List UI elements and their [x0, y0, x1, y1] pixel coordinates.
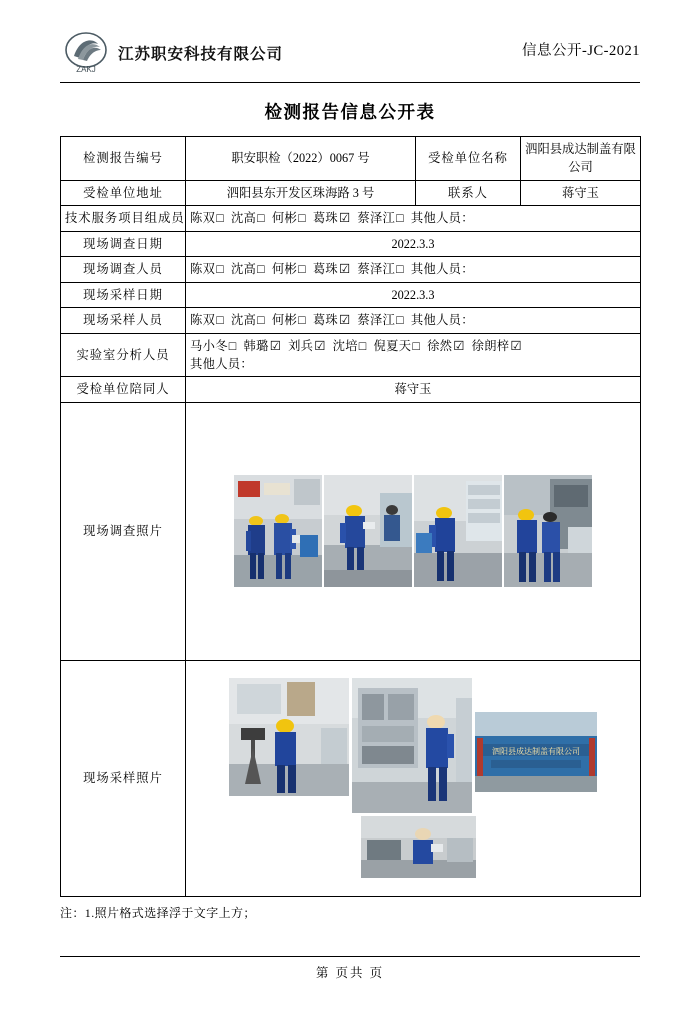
member-checkbox[interactable]: 何彬□ — [271, 313, 306, 328]
table-row — [61, 308, 641, 333]
table-note: 注：1.照片格式选择浮于文字上方； — [60, 905, 256, 920]
report-no-label: 检测报告编号 — [61, 137, 186, 181]
member-checkbox[interactable]: 陈双□ — [190, 313, 224, 328]
sample-photo-4 — [361, 816, 476, 878]
member-checkbox[interactable]: 马小冬□ — [190, 338, 237, 353]
member-checkbox[interactable]: 何彬□ — [271, 211, 306, 226]
unit-address-value: 泗阳县东开发区珠海路 3 号 — [186, 180, 416, 205]
member-checkbox[interactable]: 刘兵☑ — [288, 338, 326, 353]
tech-team-label: 技术服务项目组成员 — [61, 206, 186, 231]
lab-staff-members — [186, 333, 641, 377]
page-title: 检测报告信息公开表 — [264, 102, 436, 122]
unit-address-label: 受检单位地址 — [61, 180, 186, 205]
sample-photo-group — [190, 678, 636, 878]
report-no-value: 职安职检（2022）0067 号 — [186, 137, 416, 181]
survey-photo-1 — [234, 475, 322, 587]
unit-name-label: 受检单位名称 — [416, 137, 521, 181]
table-row — [61, 231, 641, 256]
table-row — [61, 282, 641, 307]
member-checkbox[interactable]: 韩璐☑ — [243, 338, 282, 353]
table-row — [61, 660, 641, 896]
member-checkbox[interactable]: 沈高□ — [230, 313, 265, 328]
svg-text:ZAKJ: ZAKJ — [76, 65, 96, 74]
member-checkbox[interactable]: 徐然☑ — [427, 338, 465, 353]
sample-staff-label: 现场采样人员 — [61, 308, 186, 333]
survey-photo-cell — [186, 402, 641, 660]
table-row — [61, 137, 641, 181]
sample-date-value: 2022.3.3 — [186, 282, 641, 307]
footer-divider — [60, 956, 640, 957]
other-members-label: 其他人员： — [410, 313, 474, 328]
accompany-value: 蒋守玉 — [186, 377, 641, 402]
company-logo-icon — [60, 30, 112, 76]
contact-value: 蒋守玉 — [521, 180, 641, 205]
tech-team-members — [186, 206, 641, 231]
member-checkbox[interactable]: 葛珠☑ — [312, 313, 351, 328]
table-row — [61, 206, 641, 231]
member-checkbox[interactable]: 沈高□ — [230, 211, 265, 226]
other-members-label: 其他人员： — [410, 211, 474, 226]
unit-name-value: 泗阳县成达制盖有限公司 — [521, 137, 641, 181]
svg-text:泗阳县成达制盖有限公司: 泗阳县成达制盖有限公司 — [492, 747, 580, 757]
member-checkbox[interactable]: 蔡泽江□ — [357, 211, 404, 226]
survey-photo-group — [190, 475, 636, 587]
document-footer — [60, 956, 640, 981]
table-row — [61, 333, 641, 377]
member-checkbox[interactable]: 蔡泽江□ — [357, 313, 404, 328]
survey-photo-2 — [324, 475, 412, 587]
member-checkbox[interactable]: 沈培□ — [332, 338, 367, 353]
table-row — [61, 377, 641, 402]
page-number: 第 页共 页 — [315, 966, 385, 980]
survey-staff-members — [186, 257, 641, 282]
member-checkbox[interactable]: 徐朗梓☑ — [471, 338, 522, 353]
sample-photo-3 — [475, 712, 597, 792]
lab-staff-label: 实验室分析人员 — [61, 333, 186, 377]
survey-date-label: 现场调查日期 — [61, 231, 186, 256]
member-checkbox[interactable]: 蔡泽江□ — [357, 262, 404, 277]
table-row — [61, 180, 641, 205]
header-divider — [60, 82, 640, 83]
table-row — [61, 257, 641, 282]
survey-photo-3 — [414, 475, 502, 587]
table-row — [61, 402, 641, 660]
sample-photo-cell — [186, 660, 641, 896]
document-header — [60, 26, 640, 80]
member-checkbox[interactable]: 葛珠☑ — [312, 211, 351, 226]
member-checkbox[interactable]: 倪夏天□ — [373, 338, 421, 353]
sample-photo-1 — [229, 678, 349, 796]
survey-staff-label: 现场调查人员 — [61, 257, 186, 282]
survey-photo-4 — [504, 475, 592, 587]
company-name: 江苏职安科技有限公司 — [118, 46, 284, 63]
sample-photo-label: 现场采样照片 — [61, 660, 186, 896]
accompany-label: 受检单位陪同人 — [61, 377, 186, 402]
survey-photo-label: 现场调查照片 — [61, 402, 186, 660]
other-members-label: 其他人员： — [190, 356, 253, 371]
member-checkbox[interactable]: 陈双□ — [190, 211, 224, 226]
sample-staff-members — [186, 308, 641, 333]
contact-label: 联系人 — [416, 180, 521, 205]
member-checkbox[interactable]: 沈高□ — [230, 262, 265, 277]
member-checkbox[interactable]: 何彬□ — [271, 262, 306, 277]
member-checkbox[interactable]: 葛珠☑ — [312, 262, 351, 277]
info-table — [60, 136, 641, 897]
sample-photo-2 — [352, 678, 472, 813]
document-page — [0, 26, 700, 1015]
member-checkbox[interactable]: 陈双□ — [190, 262, 224, 277]
other-members-label: 其他人员： — [410, 262, 474, 277]
document-code: 信息公开-JC-2021 — [522, 43, 640, 59]
survey-date-value: 2022.3.3 — [186, 231, 641, 256]
sample-date-label: 现场采样日期 — [61, 282, 186, 307]
